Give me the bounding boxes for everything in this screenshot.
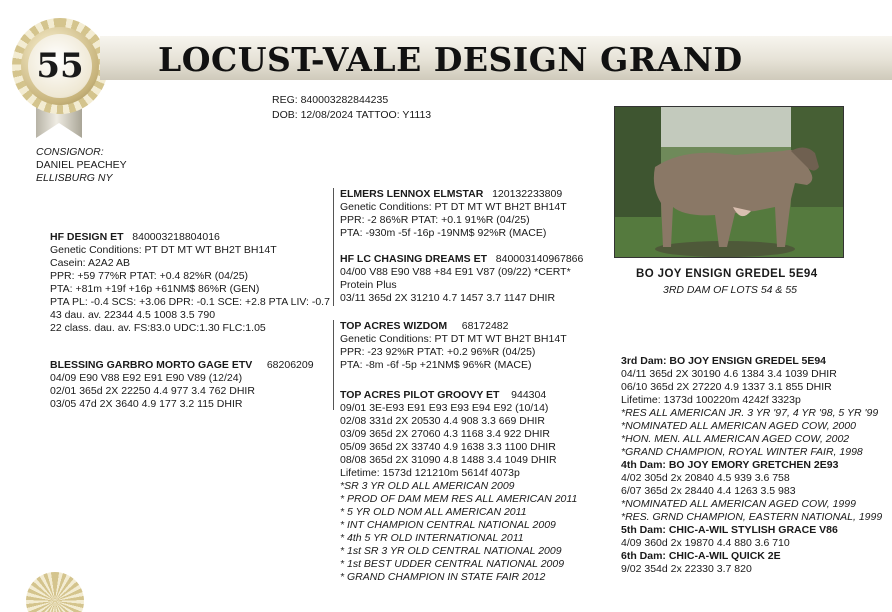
dam-dam-line: 03/09 365d 2X 27060 4.3 1168 3.4 922 DHIR: [340, 428, 550, 440]
consignor-block: [36, 146, 127, 185]
dam-sire-name: TOP ACRES WIZDOM: [340, 320, 448, 332]
sire-line: Casein: A2A2 AB: [50, 257, 130, 269]
sire-line: 43 dau. av. 22344 4.5 1008 3.5 790: [50, 309, 216, 321]
fifth-dam-name: 5th Dam: CHIC-A-WIL STYLISH GRACE V86: [621, 524, 838, 536]
next-lot-rosette: [26, 572, 84, 612]
third-dam-honor: *GRAND CHAMPION, ROYAL WINTER FAIR, 1998: [621, 446, 863, 458]
sire-line: PTA PL: -0.4 SCS: +3.06 DPR: -0.1 SCE: +2.8 PTA LIV: -0.7: [50, 296, 330, 308]
maternal-dams-block: [621, 355, 882, 576]
dam-dam-honor: * INT CHAMPION CENTRAL NATIONAL 2009: [340, 519, 556, 531]
sixth-dam-name: 6th Dam: CHIC-A-WIL QUICK 2E: [621, 550, 781, 562]
dam-line: 03/05 47d 2X 3640 4.9 177 3.2 115 DHIR: [50, 398, 243, 410]
third-dam-line: 06/10 365d 2X 27220 4.9 1337 3.1 855 DHIR: [621, 381, 832, 393]
dam-dam-line: 02/08 331d 2X 20530 4.4 908 3.3 669 DHIR: [340, 415, 545, 427]
dam-dam-honor: *SR 3 YR OLD ALL AMERICAN 2009: [340, 480, 515, 492]
dam-dam-honor: * 4th 5 YR OLD INTERNATIONAL 2011: [340, 532, 524, 544]
sire-line: PTA: +81m +19f +16p +61NM$ 86%R (GEN): [50, 283, 260, 295]
sire-bracket: [333, 188, 334, 306]
dam-bracket: [333, 320, 334, 410]
dam-dam-name: TOP ACRES PILOT GROOVY ET: [340, 389, 500, 401]
third-dam-honor: *NOMINATED ALL AMERICAN AGED COW, 2000: [621, 420, 856, 432]
sire-dam-block: [340, 253, 583, 305]
dam-dam-line: 05/09 365d 2X 33740 4.9 1638 3.3 1100 DHIR: [340, 441, 556, 453]
fifth-dam-line: 4/09 360d 2x 19870 4.4 880 3.6 710: [621, 537, 790, 549]
dam-sire-block: [340, 320, 567, 372]
dam-dam-honor: * 1st SR 3 YR OLD CENTRAL NATIONAL 2009: [340, 545, 562, 557]
sire-dam-line: Protein Plus: [340, 279, 397, 291]
consignor-location: ELLISBURG NY: [36, 172, 113, 184]
lot-number: 55: [36, 46, 84, 86]
third-dam-line: Lifetime: 1373d 100220m 4242f 3323p: [621, 394, 801, 406]
dam-dam-honor: * 5 YR OLD NOM ALL AMERICAN 2011: [340, 506, 527, 518]
sire-line: Genetic Conditions: PT DT MT WT BH2T BH14T: [50, 244, 277, 256]
sire-reg: 840003218804016: [132, 231, 220, 243]
sire-sire-line: PTA: -930m -5f -16p -19NM$ 92%R (MACE): [340, 227, 547, 239]
dam-sire-line: PPR: -23 92%R PTAT: +0.2 96%R (04/25): [340, 346, 536, 358]
lot-medallion: [8, 8, 112, 138]
dam-block: [50, 359, 314, 411]
cow-photo-illustration: [615, 107, 844, 258]
dam-dam-block: [340, 389, 577, 584]
sire-dam-reg: 840003140967866: [495, 253, 584, 265]
photo-caption: BO JOY ENSIGN GREDEL 5E94: [636, 268, 818, 280]
sire-sire-reg: 120132233809: [492, 188, 563, 200]
dam-sire-line: PTA: -8m -6f -5p +21NM$ 96%R (MACE): [340, 359, 532, 371]
dam-dam-honor: * PROD OF DAM MEM RES ALL AMERICAN 2011: [340, 493, 578, 505]
sire-sire-line: PPR: -2 86%R PTAT: +0.1 91%R (04/25): [340, 214, 530, 226]
sire-sire-block: [340, 188, 567, 240]
registration-number: REG: 840003282844235: [272, 94, 389, 106]
dam-dam-reg: 944304: [511, 389, 547, 401]
animal-title: LOCUST-VALE DESIGN GRAND: [158, 40, 743, 79]
sire-line: 22 class. dau. av. FS:83.0 UDC:1.30 FLC:1.05: [50, 322, 266, 334]
dam-dam-honor: * GRAND CHAMPION IN STATE FAIR 2012: [340, 571, 546, 583]
dam-name: BLESSING GARBRO MORTO GAGE ETV: [50, 359, 253, 371]
fourth-dam-name: 4th Dam: BO JOY EMORY GRETCHEN 2E93: [621, 459, 839, 471]
sire-sire-name: ELMERS LENNOX ELMSTAR: [340, 188, 484, 200]
third-dam-name: 3rd Dam: BO JOY ENSIGN GREDEL 5E94: [621, 355, 827, 367]
fourth-dam-honor: *NOMINATED ALL AMERICAN AGED COW, 1999: [621, 498, 856, 510]
third-dam-line: 04/11 365d 2X 30190 4.6 1384 3.4 1039 DHIR: [621, 368, 837, 380]
dam-line: 02/01 365d 2X 22250 4.4 977 3.4 762 DHIR: [50, 385, 255, 397]
fourth-dam-line: 4/02 305d 2x 20840 4.5 939 3.6 758: [621, 472, 790, 484]
dob-tattoo: DOB: 12/08/2024 TATTOO: Y1113: [272, 109, 432, 121]
next-lot-medallion: [26, 572, 84, 612]
third-dam-honor: *RES ALL AMERICAN JR. 3 YR '97, 4 YR '98, 5 YR '99: [621, 407, 879, 419]
dam-dam-line: Lifetime: 1573d 121210m 5614f 4073p: [340, 467, 520, 479]
dam-dam-honor: * 1st BEST UDDER CENTRAL NATIONAL 2009: [340, 558, 565, 570]
dam-line: 04/09 E90 V88 E92 E91 E90 V89 (12/24): [50, 372, 243, 384]
sire-block: [50, 231, 330, 335]
cow-photo: [614, 106, 844, 258]
dam-dam-line: 08/08 365d 2X 31090 4.8 1488 3.4 1049 DHIR: [340, 454, 557, 466]
sixth-dam-line: 9/02 354d 2x 22330 3.7 820: [621, 563, 752, 575]
third-dam-honor: *HON. MEN. ALL AMERICAN AGED COW, 2002: [621, 433, 850, 445]
fourth-dam-line: 6/07 365d 2x 28440 4.4 1263 3.5 983: [621, 485, 796, 497]
sire-name: HF DESIGN ET: [50, 231, 124, 243]
consignor-name: DANIEL PEACHEY: [36, 159, 127, 171]
fourth-dam-honor: *RES. GRND CHAMPION, EASTERN NATIONAL, 1999: [621, 511, 883, 523]
photo-subcaption: 3RD DAM OF LOTS 54 & 55: [663, 284, 798, 296]
consignor-label: CONSIGNOR:: [36, 146, 104, 158]
sire-dam-line: 03/11 365d 2X 31210 4.7 1457 3.7 1147 DHIR: [340, 292, 556, 304]
sire-line: PPR: +59 77%R PTAT: +0.4 82%R (04/25): [50, 270, 249, 282]
dam-sire-line: Genetic Conditions: PT DT MT WT BH2T BH14T: [340, 333, 567, 345]
sire-dam-name: HF LC CHASING DREAMS ET: [340, 253, 487, 265]
dam-sire-reg: 68172482: [461, 320, 509, 332]
sire-dam-line: 04/00 V88 E90 V88 +84 E91 V87 (09/22) *CERT*: [340, 266, 571, 278]
dam-reg: 68206209: [266, 359, 314, 371]
dam-dam-line: 09/01 3E-E93 E91 E93 E93 E94 E92 (10/14): [340, 402, 549, 414]
sire-sire-line: Genetic Conditions: PT DT MT WT BH2T BH14T: [340, 201, 567, 213]
